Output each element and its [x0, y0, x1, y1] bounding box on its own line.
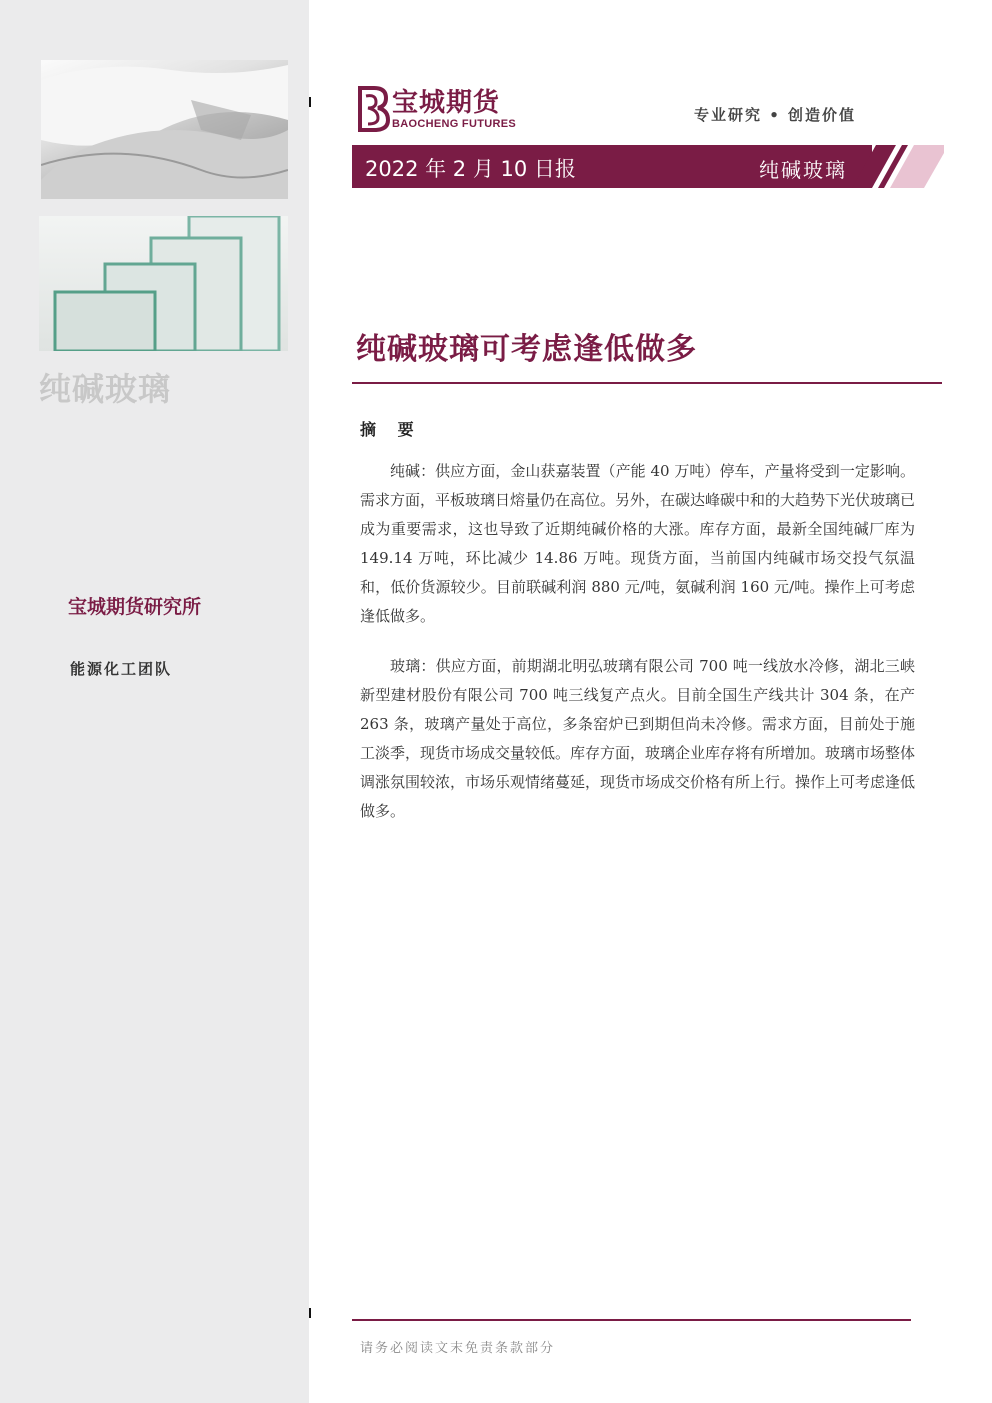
institute-name: 宝城期货研究所 — [68, 596, 202, 618]
bedding-photo-art — [41, 60, 288, 199]
title-divider — [352, 382, 942, 384]
team-name: 能源化工团队 — [70, 660, 173, 678]
bedding-photo — [41, 60, 288, 199]
summary-paragraph-soda-ash: 纯碱：供应方面，金山获嘉装置（产能 40 万吨）停车，产量将受到一定影响。需求方面，平板玻璃日熔量仍在高位。另外，在碳达峰碳中和的大趋势下光伏玻璃已成为重要需求，这也导致了近期纯碱价格的大涨。库存方面，最新全国纯碱厂库为 149.14 万吨，环比减少 14.86 万吨。现货方面，当前国内纯碱市场交投气氛温和，低价货源较少。目前联碱利润 880 元/吨，氨碱利润 160 元/吨。操作上可考虑逢低做多。 — [360, 462, 916, 625]
footer-divider — [352, 1319, 911, 1321]
margin-tick-top — [309, 97, 311, 107]
disclaimer-note: 请务必阅读文末免责条款部分 — [360, 1341, 556, 1356]
glass-panes-photo — [39, 216, 288, 351]
sidebar-title: 纯碱玻璃 — [39, 370, 172, 408]
slogan: 专业研究 • 创造价值 — [694, 106, 857, 124]
sidebar — [0, 0, 309, 1403]
logo-english-text: BAOCHENG FUTURES — [392, 118, 516, 130]
logo-chinese-text: 宝城期货 — [392, 88, 501, 118]
page-title: 纯碱玻璃可考虑逢低做多 — [356, 332, 697, 367]
report-category: 纯碱玻璃 — [759, 158, 847, 182]
banner-stripes-icon — [852, 145, 944, 188]
report-date: 2022 年 2 月 10 日报 — [365, 157, 576, 181]
glass-panes-art — [39, 216, 288, 351]
summary-heading: 摘 要 — [360, 420, 422, 439]
summary-paragraph-glass: 玻璃：供应方面，前期湖北明弘玻璃有限公司 700 吨一线放水冷修，湖北三峡新型建材股份有限公司 700 吨三线复产点火。目前全国生产线共计 304 条，在产 263 条，玻璃产量处于高位，多条窑炉已到期但尚未冷修。需求方面，目前处于施工淡季，现货市场成交量较低。库存方面，玻璃企业库存将有所增加。玻璃市场整体调涨氛围较浓，市场乐观情绪蔓延，现货市场成交价格有所上行。操作上可考虑逢低做多。 — [360, 657, 916, 820]
margin-tick-bottom — [309, 1308, 311, 1318]
